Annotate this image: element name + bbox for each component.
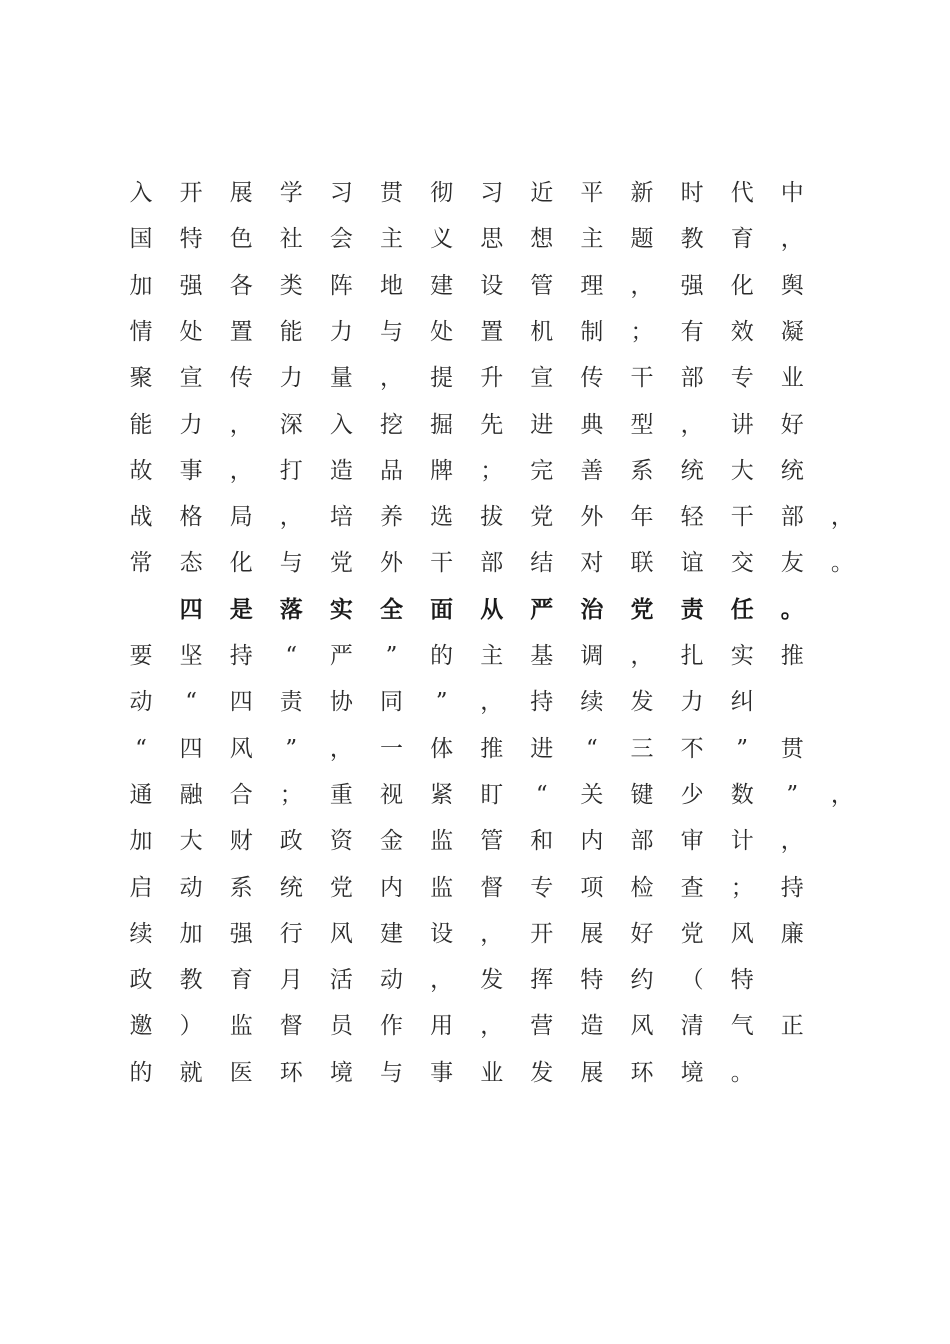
- text-char: 选: [430, 504, 454, 531]
- text-char: 主: [580, 226, 604, 253]
- text-char: 不: [680, 735, 704, 762]
- text-char: 监: [430, 874, 454, 901]
- text-char: 事: [179, 457, 203, 484]
- text-char: 友: [780, 550, 804, 577]
- text-char: 动: [179, 874, 203, 901]
- text-char: 活: [329, 967, 353, 994]
- text-char: 少: [680, 781, 704, 808]
- text-char: 好: [630, 920, 654, 947]
- text-char: 力: [329, 318, 353, 345]
- paragraph-2-line: [0, 873, 950, 919]
- text-char: 关: [580, 781, 604, 808]
- text-char: 正: [780, 1013, 804, 1040]
- text-char: 内: [380, 874, 403, 901]
- text-char: 气: [730, 1013, 754, 1040]
- text-char: 党: [329, 874, 353, 901]
- text-char: 展: [229, 180, 253, 206]
- text-char: ；: [480, 457, 504, 484]
- text-char: 内: [580, 828, 604, 855]
- text-char: 党: [530, 504, 554, 531]
- text-char: 监: [229, 1013, 253, 1040]
- text-char: 特: [179, 226, 203, 253]
- text-char: 掘: [430, 411, 454, 438]
- text-char: 习: [480, 180, 504, 206]
- text-char: 四: [229, 689, 253, 716]
- text-char: 入: [329, 411, 353, 438]
- text-char: 地: [380, 272, 403, 299]
- text-char: 续: [129, 920, 153, 947]
- text-char: 特: [730, 967, 754, 994]
- text-char: 审: [680, 828, 704, 855]
- text-char: 体: [430, 735, 454, 762]
- text-char: 谊: [680, 550, 704, 577]
- text-char: 常: [129, 550, 153, 577]
- text-char: 外: [580, 504, 604, 531]
- text-char: 督: [480, 874, 504, 901]
- text-char: 推: [780, 643, 804, 669]
- text-char: 的: [129, 1059, 153, 1086]
- text-char: 加: [179, 920, 203, 947]
- paragraph-2-line: [0, 1011, 950, 1057]
- text-char: 力: [279, 365, 303, 392]
- text-char: ，: [480, 689, 504, 716]
- text-char: 从: [480, 595, 504, 623]
- text-char: 四: [179, 595, 203, 623]
- text-char: 推: [480, 735, 504, 762]
- text-char: 清: [680, 1013, 704, 1040]
- text-char: ，: [830, 504, 854, 531]
- text-char: 造: [580, 1013, 604, 1040]
- text-char: 战: [129, 504, 153, 531]
- text-char: 国: [129, 226, 153, 253]
- text-char: 育: [229, 967, 253, 994]
- text-char: 专: [730, 365, 754, 392]
- text-char: 要: [129, 643, 153, 669]
- text-char: ，: [480, 920, 504, 947]
- text-char: （: [680, 967, 704, 994]
- text-char: 挖: [380, 411, 403, 438]
- paragraph-2-line: [0, 826, 950, 872]
- text-char: 落: [279, 595, 303, 623]
- text-char: 品: [380, 457, 403, 484]
- text-char: 统: [279, 874, 303, 901]
- text-char: 廉: [780, 920, 804, 947]
- text-char: 设: [430, 920, 454, 947]
- text-char: 主: [380, 226, 403, 253]
- text-char: 责: [680, 595, 704, 623]
- text-char: 党: [329, 550, 353, 577]
- text-char: 。: [730, 1059, 754, 1086]
- text-char: 深: [279, 411, 303, 438]
- text-char: 制: [580, 318, 604, 345]
- text-char: 统: [780, 457, 804, 484]
- text-char: 全: [380, 595, 403, 623]
- text-char: 能: [279, 318, 303, 345]
- text-char: 育: [730, 226, 754, 253]
- text-char: 想: [530, 226, 554, 253]
- text-char: 营: [530, 1013, 554, 1040]
- text-char: 开: [179, 180, 203, 206]
- text-char: “: [135, 735, 147, 762]
- text-char: 进: [530, 411, 554, 438]
- text-char: 部: [480, 550, 504, 577]
- text-char: 完: [530, 457, 554, 484]
- text-char: 统: [680, 457, 704, 484]
- text-char: 责: [279, 689, 303, 716]
- text-char: 发: [630, 689, 654, 716]
- text-char: 主: [480, 643, 504, 669]
- text-char: 坚: [179, 643, 203, 669]
- text-char: 平: [580, 180, 604, 206]
- text-char: ”: [736, 735, 749, 762]
- text-char: 启: [129, 874, 153, 901]
- text-char: 续: [580, 689, 604, 716]
- text-char: 理: [580, 272, 604, 299]
- text-char: 行: [279, 920, 303, 947]
- text-char: 造: [329, 457, 353, 484]
- text-char: 机: [530, 318, 554, 345]
- text-char: 习: [329, 180, 353, 206]
- text-char: 约: [630, 967, 654, 994]
- text-char: 党: [630, 595, 654, 623]
- text-char: 善: [580, 457, 604, 484]
- text-char: 盯: [480, 781, 504, 808]
- text-char: 故: [129, 457, 153, 484]
- text-char: 实: [730, 643, 754, 669]
- text-char: ，: [430, 967, 454, 994]
- text-char: 事: [430, 1059, 454, 1086]
- text-char: “: [185, 689, 197, 716]
- text-char: 协: [329, 689, 353, 716]
- paragraph-1-line: [0, 224, 950, 270]
- text-char: 聚: [129, 365, 153, 392]
- text-char: 态: [179, 550, 203, 577]
- text-char: 处: [179, 318, 203, 345]
- text-char: 典: [580, 411, 604, 438]
- paragraph-1-line: [0, 271, 950, 317]
- text-char: 动: [129, 689, 153, 716]
- text-char: 员: [329, 1013, 353, 1040]
- text-char: 养: [380, 504, 403, 531]
- text-char: 和: [530, 828, 554, 855]
- text-char: 动: [380, 967, 403, 994]
- text-char: 部: [630, 828, 654, 855]
- text-char: 情: [129, 318, 153, 345]
- text-char: 特: [580, 967, 604, 994]
- text-char: 就: [179, 1059, 203, 1086]
- text-char: 量: [329, 365, 353, 392]
- text-char: 代: [730, 180, 754, 206]
- text-char: 查: [680, 874, 704, 901]
- text-char: 业: [780, 365, 804, 392]
- text-char: ，: [630, 272, 654, 299]
- text-char: 入: [129, 180, 153, 206]
- text-char: 强: [229, 920, 253, 947]
- text-char: 政: [279, 828, 303, 855]
- text-char: 风: [630, 1013, 654, 1040]
- text-char: 四: [179, 735, 203, 762]
- text-char: 时: [680, 180, 704, 206]
- text-char: 打: [279, 457, 303, 484]
- text-char: 专: [530, 874, 554, 901]
- text-char: “: [285, 643, 298, 669]
- text-char: 题: [630, 226, 654, 253]
- text-char: 视: [380, 781, 403, 808]
- text-char: 升: [480, 365, 504, 392]
- text-char: 面: [430, 595, 454, 623]
- text-char: 与: [380, 318, 403, 345]
- text-char: 干: [630, 365, 654, 392]
- text-char: 教: [179, 967, 203, 994]
- text-char: 持: [530, 689, 554, 716]
- paragraph-2-line: [0, 641, 950, 687]
- text-char: 系: [630, 457, 654, 484]
- text-char: 置: [480, 318, 504, 345]
- text-char: 基: [530, 643, 554, 669]
- text-char: 设: [480, 272, 504, 299]
- text-char: 的: [430, 643, 454, 669]
- text-char: 月: [279, 967, 303, 994]
- text-char: 贯: [780, 735, 804, 762]
- text-char: 化: [730, 272, 754, 299]
- text-char: 管: [530, 272, 554, 299]
- text-char: 类: [279, 272, 303, 299]
- text-char: 境: [329, 1059, 353, 1086]
- text-char: 对: [580, 550, 604, 577]
- text-char: 计: [730, 828, 754, 855]
- text-char: 讲: [730, 411, 754, 438]
- text-char: 管: [480, 828, 504, 855]
- text-char: 展: [580, 920, 604, 947]
- text-char: 资: [329, 828, 353, 855]
- text-char: 型: [630, 411, 654, 438]
- text-char: 加: [129, 828, 153, 855]
- text-char: 社: [279, 226, 303, 253]
- text-char: 金: [380, 828, 403, 855]
- text-char: 培: [329, 504, 353, 531]
- text-char: ，: [229, 457, 253, 484]
- text-char: 年: [630, 504, 654, 531]
- paragraph-1-line: [0, 548, 950, 594]
- text-char: 建: [430, 272, 454, 299]
- text-char: 严: [530, 595, 554, 623]
- text-char: 强: [179, 272, 203, 299]
- text-char: 合: [229, 781, 253, 808]
- text-char: 治: [580, 595, 604, 623]
- text-char: ，: [680, 411, 704, 438]
- text-char: 干: [430, 550, 454, 577]
- text-char: 境: [680, 1059, 704, 1086]
- paragraph-2-line: [0, 687, 950, 733]
- text-char: 轻: [680, 504, 704, 531]
- text-char: 部: [780, 504, 804, 531]
- text-char: 交: [730, 550, 754, 577]
- text-char: 结: [530, 550, 554, 577]
- text-char: ，: [780, 828, 804, 855]
- text-char: 阵: [329, 272, 353, 299]
- text-char: 持: [780, 874, 804, 901]
- paragraph-2-line: [0, 734, 950, 780]
- text-char: 学: [279, 180, 303, 206]
- text-char: 联: [630, 550, 654, 577]
- text-char: 彻: [430, 180, 454, 206]
- text-char: 业: [480, 1059, 504, 1086]
- text-char: 政: [129, 967, 153, 994]
- text-char: 义: [430, 226, 454, 253]
- text-char: 舆: [780, 272, 804, 299]
- text-char: “: [535, 781, 548, 808]
- paragraph-1-line: [0, 178, 950, 224]
- text-char: 近: [530, 180, 554, 206]
- text-char: 宣: [530, 365, 554, 392]
- text-char: 传: [229, 365, 253, 392]
- text-char: 紧: [430, 781, 454, 808]
- text-char: 中: [780, 180, 804, 206]
- text-char: 通: [129, 781, 153, 808]
- paragraph-1-line: [0, 363, 950, 409]
- text-char: ，: [380, 365, 403, 392]
- text-char: 效: [730, 318, 754, 345]
- section-heading: [0, 595, 950, 641]
- text-char: 环: [279, 1059, 303, 1086]
- paragraph-1-line: [0, 317, 950, 363]
- text-char: ”: [786, 781, 799, 808]
- text-char: 提: [430, 365, 454, 392]
- text-char: 拔: [480, 504, 504, 531]
- text-char: 部: [680, 365, 704, 392]
- text-char: 能: [129, 411, 153, 438]
- text-char: ，: [329, 735, 353, 762]
- text-char: 三: [630, 735, 654, 762]
- text-char: 会: [329, 226, 353, 253]
- text-char: 力: [179, 411, 203, 438]
- text-char: 挥: [530, 967, 554, 994]
- text-char: 开: [530, 920, 554, 947]
- text-char: 。: [780, 595, 804, 623]
- text-char: ，: [480, 1013, 504, 1040]
- text-char: 新: [630, 180, 654, 206]
- text-char: 监: [430, 828, 454, 855]
- paragraph-2-line: [0, 1058, 950, 1104]
- text-char: 重: [329, 781, 353, 808]
- text-char: 各: [229, 272, 253, 299]
- text-char: 风: [329, 920, 353, 947]
- text-char: 项: [580, 874, 604, 901]
- text-char: 环: [630, 1059, 654, 1086]
- text-char: 邀: [129, 1013, 153, 1040]
- text-char: ，: [630, 643, 654, 669]
- text-char: 数: [730, 781, 754, 808]
- text-char: ”: [285, 735, 298, 762]
- text-char: 大: [179, 828, 203, 855]
- paragraph-1-line: [0, 410, 950, 456]
- text-char: ；: [630, 318, 654, 345]
- text-char: 发: [530, 1059, 554, 1086]
- text-char: 督: [279, 1013, 303, 1040]
- text-char: ；: [279, 781, 303, 808]
- text-char: 凝: [780, 318, 804, 345]
- text-char: 先: [480, 411, 504, 438]
- text-char: 贯: [380, 180, 403, 206]
- text-char: 持: [229, 643, 253, 669]
- text-char: 发: [480, 967, 504, 994]
- text-char: 系: [229, 874, 253, 901]
- text-char: 强: [680, 272, 704, 299]
- text-char: ，: [780, 226, 804, 253]
- paragraph-1-line: [0, 502, 950, 548]
- text-char: 。: [830, 550, 854, 577]
- text-char: 宣: [179, 365, 203, 392]
- text-char: ，: [830, 781, 854, 808]
- paragraph-1-line: [0, 456, 950, 502]
- text-char: 干: [730, 504, 754, 531]
- text-char: 色: [229, 226, 253, 253]
- text-char: 展: [580, 1059, 604, 1086]
- text-char: 扎: [680, 643, 704, 669]
- text-char: 纠: [730, 689, 754, 716]
- text-char: 教: [680, 226, 704, 253]
- text-char: ，: [279, 504, 303, 531]
- text-char: 键: [630, 781, 654, 808]
- text-char: 进: [530, 735, 554, 762]
- text-char: 与: [279, 550, 303, 577]
- text-char: 传: [580, 365, 604, 392]
- text-char: ）: [179, 1013, 203, 1040]
- text-char: ；: [730, 874, 754, 901]
- text-char: ”: [435, 689, 448, 716]
- text-char: 思: [480, 226, 504, 253]
- text-char: 外: [380, 550, 403, 577]
- text-char: 党: [680, 920, 704, 947]
- text-char: 实: [329, 595, 353, 623]
- paragraph-2-line: [0, 919, 950, 965]
- text-char: 格: [179, 504, 203, 531]
- text-char: 财: [229, 828, 253, 855]
- text-char: 有: [680, 318, 704, 345]
- text-char: 一: [380, 735, 403, 762]
- text-char: 同: [380, 689, 403, 716]
- text-char: 建: [380, 920, 403, 947]
- text-char: 作: [380, 1013, 403, 1040]
- text-char: 用: [430, 1013, 454, 1040]
- text-char: 力: [680, 689, 704, 716]
- text-char: 好: [780, 411, 804, 438]
- text-char: 融: [179, 781, 203, 808]
- text-char: 风: [730, 920, 754, 947]
- text-char: 任: [730, 595, 754, 623]
- text-char: 风: [229, 735, 253, 762]
- text-char: 严: [329, 643, 353, 669]
- text-char: 加: [129, 272, 153, 299]
- paragraph-2-line: [0, 780, 950, 826]
- text-char: 处: [430, 318, 454, 345]
- text-char: “: [586, 735, 598, 762]
- text-char: 医: [229, 1059, 253, 1086]
- text-char: 是: [229, 595, 253, 623]
- text-char: ，: [229, 411, 253, 438]
- text-char: 牌: [430, 457, 454, 484]
- text-char: 检: [630, 874, 654, 901]
- text-char: 局: [229, 504, 253, 531]
- text-char: 置: [229, 318, 253, 345]
- paragraph-2-line: [0, 965, 950, 1011]
- text-char: 化: [229, 550, 253, 577]
- text-char: 调: [580, 643, 604, 669]
- text-char: 与: [380, 1059, 403, 1086]
- text-char: ”: [385, 643, 398, 669]
- text-char: 大: [730, 457, 754, 484]
